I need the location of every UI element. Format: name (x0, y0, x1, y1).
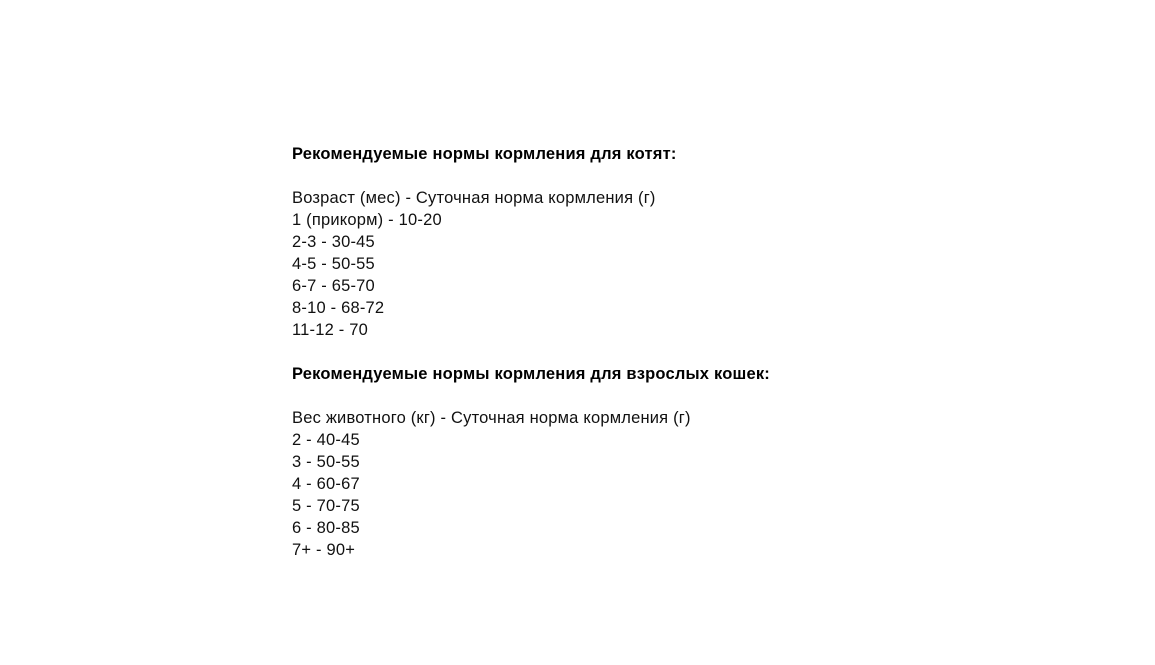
kitten-table-header: Возраст (мес) - Суточная норма кормления (г) (292, 189, 656, 207)
kitten-table-row: 4-5 - 50-55 (292, 255, 375, 273)
adult-cat-table-header: Вес животного (кг) - Суточная норма кормления (г) (292, 409, 691, 427)
kitten-table-row: 6-7 - 65-70 (292, 277, 375, 295)
kitten-table-row: 8-10 - 68-72 (292, 299, 385, 317)
adult-cat-table-row: 7+ - 90+ (292, 541, 356, 559)
feeding-guidelines-text (292, 143, 770, 561)
kitten-table-row: 11-12 - 70 (292, 321, 368, 339)
adult-cat-table-row: 3 - 50-55 (292, 453, 360, 471)
kitten-feeding-section (292, 143, 770, 341)
adult-cat-table-row: 5 - 70-75 (292, 497, 360, 515)
adult-cat-feeding-section (292, 363, 770, 561)
kitten-section-heading: Рекомендуемые нормы кормления для котят: (292, 145, 677, 163)
adult-cat-table-row: 2 - 40-45 (292, 431, 360, 449)
adult-cat-table-row: 4 - 60-67 (292, 475, 360, 493)
kitten-table-row: 2-3 - 30-45 (292, 233, 375, 251)
adult-cat-section-heading: Рекомендуемые нормы кормления для взрослых кошек: (292, 365, 770, 383)
kitten-table-row: 1 (прикорм) - 10-20 (292, 211, 442, 229)
adult-cat-table-row: 6 - 80-85 (292, 519, 360, 537)
